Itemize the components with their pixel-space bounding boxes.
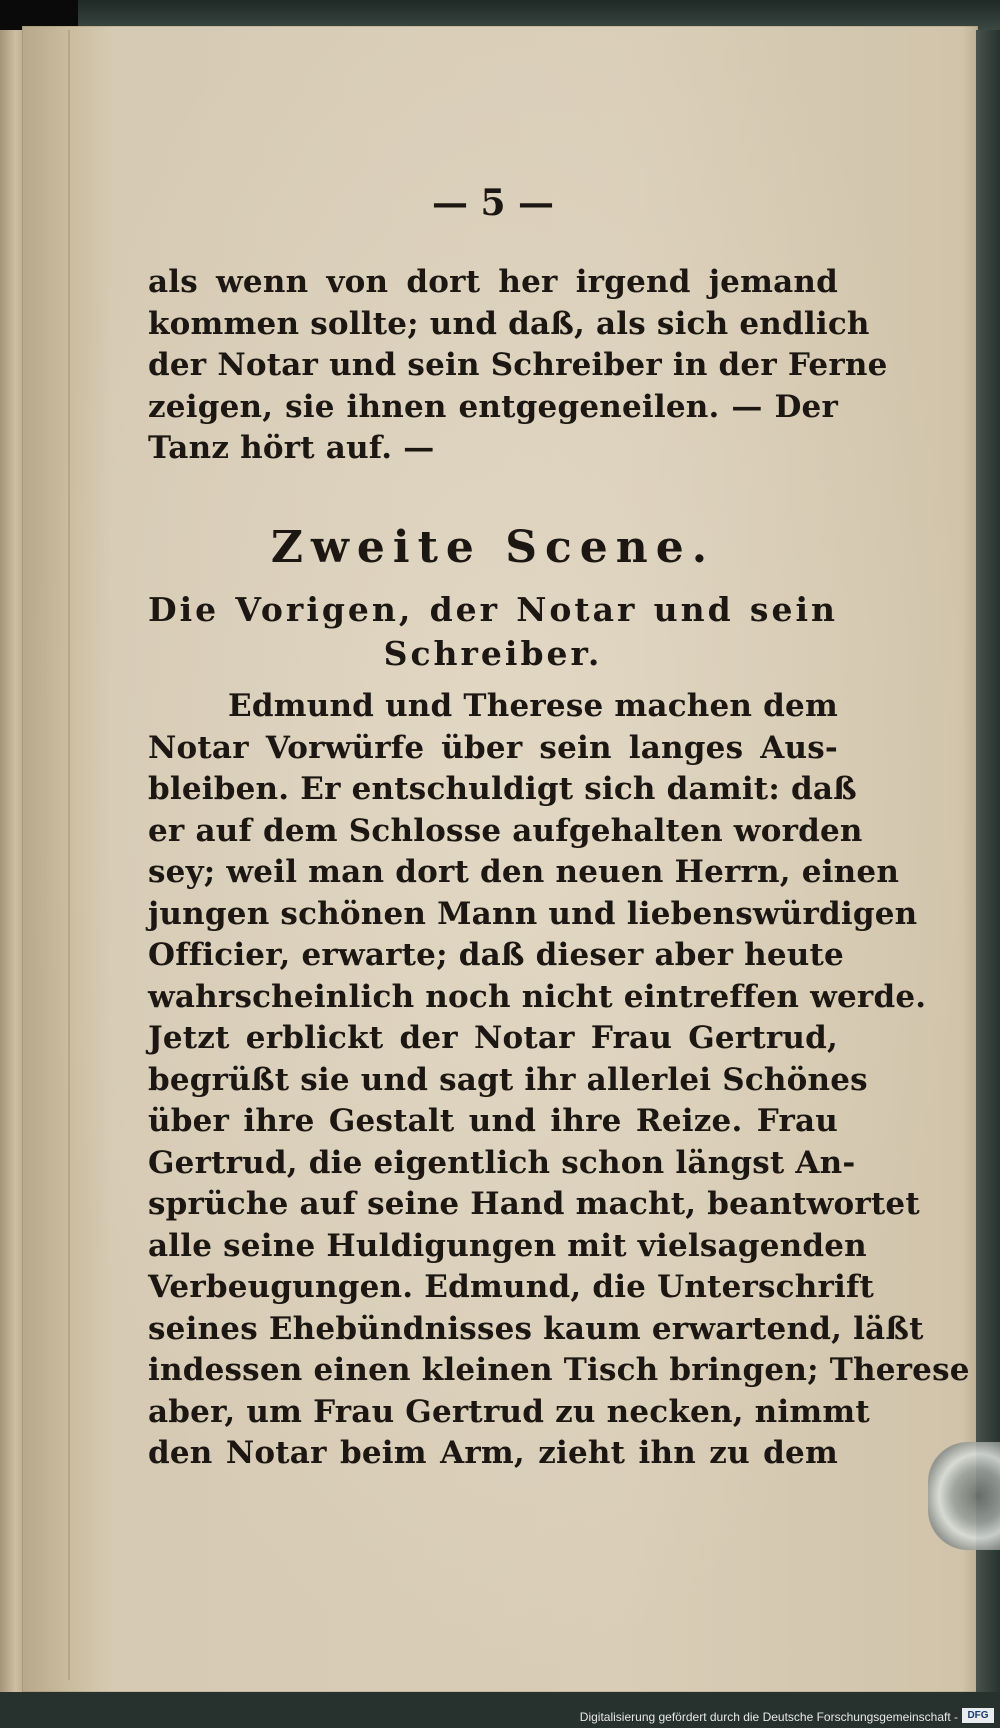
footer-credit: Digitalisierung gefördert durch die Deutsche Forschungsgemeinschaft - [579, 1710, 958, 1724]
text-line: Notar Vorwürfe über sein langes Aus- [148, 729, 838, 766]
text-line: begrüßt sie und sagt ihr allerlei Schönes [148, 1061, 868, 1098]
text-line: seines Ehebündnisses kaum erwartend, läßt [148, 1310, 924, 1347]
paragraph-2 [148, 686, 970, 1475]
text-line: bleiben. Er entschuldigt sich damit: daß [148, 771, 857, 807]
text-line: jungen schönen Mann und liebenswürdigen [148, 895, 918, 932]
text-line: Gertrud, die eigentlich schon längst An- [148, 1144, 856, 1181]
gutter-line [68, 30, 70, 1680]
text-line: Edmund und Therese machen dem [228, 688, 838, 724]
text-line: Officier, erwarte; daß dieser aber heute [148, 937, 844, 973]
page-number: — 5 — [431, 182, 555, 224]
text-line: Verbeugungen. Edmund, die Unterschrift [148, 1269, 875, 1305]
text-line: indessen einen kleinen Tisch bringen; Therese [148, 1352, 970, 1388]
cast-list [148, 588, 838, 676]
cast-line: Die Vorigen, der Notar und sein [148, 590, 838, 629]
text-line: als wenn von dort her irgend jemand [148, 264, 838, 300]
paragraph-1 [148, 262, 888, 470]
text-line: sprüche auf seine Hand macht, beantwortet [148, 1186, 920, 1222]
text-line: zeigen, sie ihnen entgegeneilen. — Der [148, 388, 838, 425]
text-line: Tanz hört auf. — [148, 430, 435, 466]
text-line: aber, um Frau Gertrud zu necken, nimmt [148, 1393, 870, 1430]
text-line: kommen sollte; und daß, als sich endlich [148, 305, 870, 342]
page-clip [928, 1442, 1000, 1550]
dfg-logo: DFG [962, 1708, 994, 1723]
text-line: wahrscheinlich noch nicht eintreffen werde. [148, 978, 927, 1015]
text-line: über ihre Gestalt und ihre Reize. Frau [148, 1103, 838, 1139]
scene-heading: Zweite Scene. [270, 522, 716, 573]
text-line: er auf dem Schlosse aufgehalten worden [148, 812, 863, 849]
text-line: Jetzt erblickt der Notar Frau Gertrud, [148, 1020, 838, 1056]
text-line: alle seine Huldigungen mit vielsagenden [148, 1227, 867, 1264]
cast-line: Schreiber. [383, 634, 603, 673]
text-line: den Notar beim Arm, zieht ihn zu dem [148, 1435, 838, 1471]
text-line: der Notar und sein Schreiber in der Ferne [148, 347, 888, 383]
text-line: sey; weil man dort den neuen Herrn, einen [148, 854, 900, 890]
